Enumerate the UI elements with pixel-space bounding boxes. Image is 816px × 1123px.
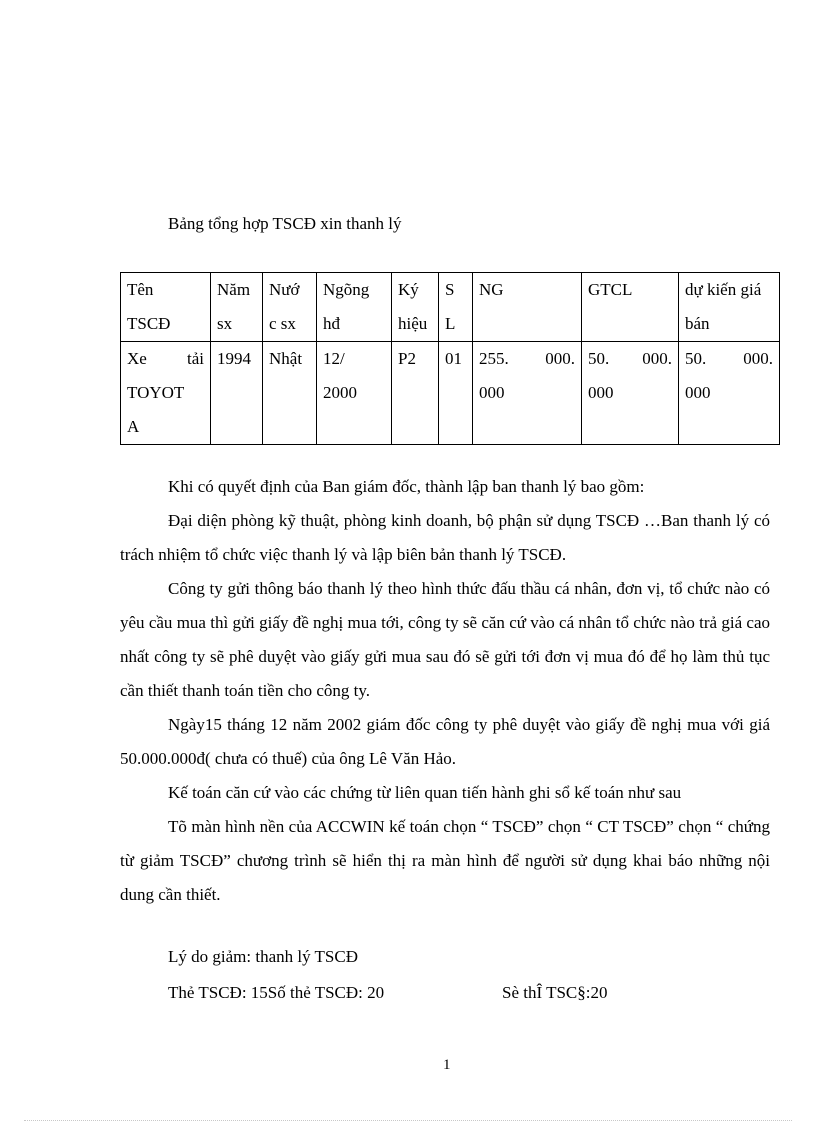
paragraph-accwin-steps: Tõ màn hình nền của ACCWIN kế toán chọn “ TSCĐ” chọn “ CT TSCĐ” chọn “ chứng từ giảm TSCĐ” chương trình sẽ hiển thị ra màn hình để người sử dụng khai báo những nội dung cần thiết. bbox=[120, 817, 770, 904]
paragraph-committee: Khi có quyết định của Ban giám đốc, thành lập ban thanh lý bao gồm: bbox=[168, 477, 645, 496]
cell-residual-value: 50. 000. 000 bbox=[582, 342, 679, 445]
table-header-row bbox=[121, 273, 780, 342]
table-row bbox=[121, 342, 780, 445]
reason-line: Lý do giảm: thanh lý TSCĐ bbox=[168, 947, 358, 966]
asset-table bbox=[120, 272, 780, 445]
cell-asset-name: Xe tải TOYOT A bbox=[121, 342, 211, 445]
header-cell-year: Năm sx bbox=[211, 273, 263, 342]
cell-quantity: 01 bbox=[439, 342, 473, 445]
cell-country: Nhật bbox=[263, 342, 317, 445]
paragraph-representatives: Đại diện phòng kỹ thuật, phòng kinh doanh, bộ phận sử dụng TSCĐ …Ban thanh lý có trách nhiệm tổ chức việc thanh lý và lập biên bản thanh lý TSCĐ. bbox=[120, 511, 770, 564]
page-bottom-rule bbox=[24, 1120, 792, 1121]
cell-start-date: 12/ 2000 bbox=[317, 342, 392, 445]
cell-code: P2 bbox=[392, 342, 439, 445]
paragraph-bookkeeping: Kế toán căn cứ vào các chứng từ liên quan tiến hành ghi sổ kế toán như sau bbox=[168, 783, 682, 802]
cell-original-cost: 255. 000. 000 bbox=[473, 342, 582, 445]
header-cell-name: Tên TSCĐ bbox=[121, 273, 211, 342]
header-cell-residual-value: GTCL bbox=[582, 273, 679, 342]
header-cell-expected-price: dự kiến giá bán bbox=[679, 273, 780, 342]
cell-year: 1994 bbox=[211, 342, 263, 445]
card-line-right: Sè thÎ TSC§:20 bbox=[502, 983, 608, 1002]
card-line-left: Thẻ TSCĐ: 15Số thẻ TSCĐ: 20 bbox=[168, 983, 385, 1002]
cell-expected-price: 50. 000. 000 bbox=[679, 342, 780, 445]
header-cell-country: Nướ c sx bbox=[263, 273, 317, 342]
page-number: 1 bbox=[443, 1057, 451, 1073]
paragraph-tender-notice: Công ty gửi thông báo thanh lý theo hình thức đấu thầu cá nhân, đơn vị, tổ chức nào có yêu cầu mua thì gửi giấy đề nghị mua tới, công ty sẽ căn cứ vào cá nhân tổ chức nào trả giá cao nhất công ty sẽ phê duyệt vào giấy gửi mua sau đó sẽ gửi tới đơn vị mua đó để họ làm thủ tục cần thiết thanh toán tiền cho công ty. bbox=[120, 579, 770, 700]
paragraph-approval: Ngày15 tháng 12 năm 2002 giám đốc công ty phê duyệt vào giấy đề nghị mua với giá 50.000.000đ( chưa có thuế) của ông Lê Văn Hảo. bbox=[120, 715, 770, 768]
header-cell-start-date: Ngõng hđ bbox=[317, 273, 392, 342]
header-cell-quantity: S L bbox=[439, 273, 473, 342]
header-cell-code: Ký hiệu bbox=[392, 273, 439, 342]
table-title: Bảng tổng hợp TSCĐ xin thanh lý bbox=[168, 214, 402, 233]
header-cell-original-cost: NG bbox=[473, 273, 582, 342]
